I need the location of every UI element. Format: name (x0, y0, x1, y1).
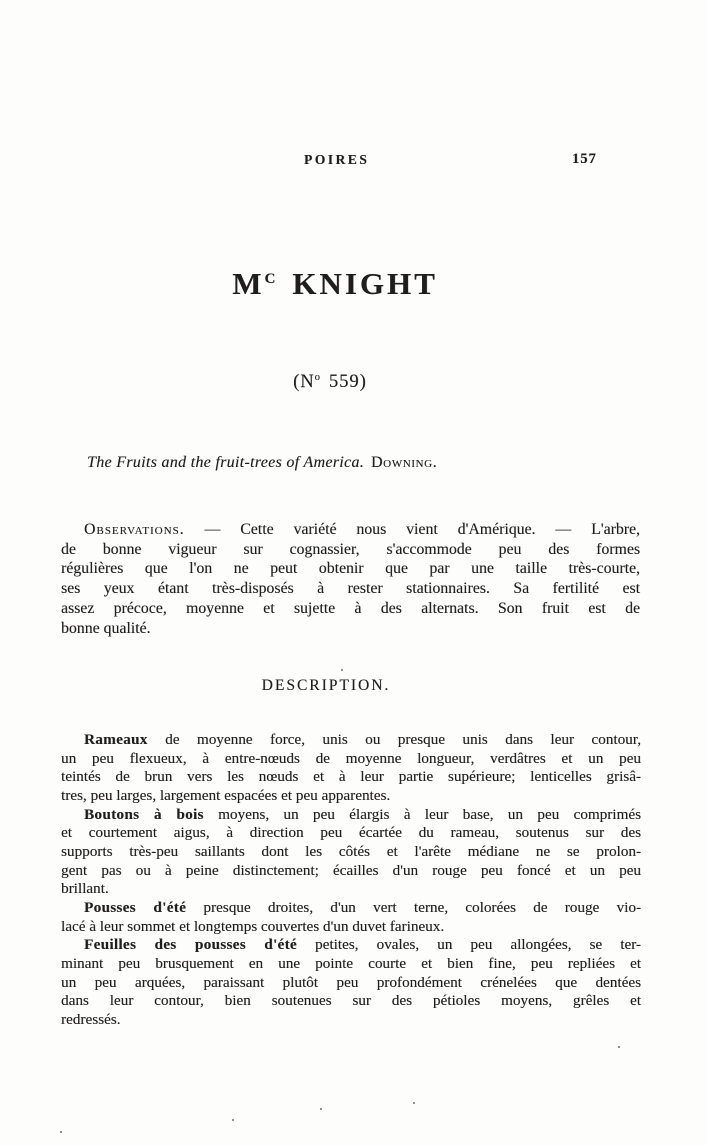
catalog-number (293, 372, 367, 393)
scan-speck (413, 1102, 415, 1104)
paragraph-lead: Observations. (84, 521, 185, 538)
text-line: un peu arquées, paraissant plutôt peu profondément crénelées que dentées (61, 973, 641, 991)
paragraph-pousses-d-ete (61, 899, 641, 936)
title-name: KNIGHT (292, 266, 438, 301)
description-heading: DESCRIPTION. (261, 677, 391, 694)
title-prefix: M (232, 266, 263, 301)
text-line: régulières que l'on ne peut obtenir que par une taille très-courte, (61, 560, 640, 578)
text-line: tres, peu larges, largement espacées et peu apparentes. (61, 786, 391, 804)
paragraph-rameaux (61, 731, 641, 806)
reference-work-title: The Fruits and the fruit-trees of America. (87, 454, 365, 471)
text-line: un peu flexueux, à entre-nœuds de moyenne longueur, verdâtres et un peu (61, 749, 641, 767)
paragraph-lead: Boutons à bois (84, 805, 204, 823)
text-line: teintés de brun vers les nœuds et à leur partie supérieure; lenticelles grisâ- (61, 768, 641, 786)
scan-speck (320, 1108, 322, 1110)
observations-paragraph (61, 520, 640, 638)
text-line: Pousses d'été presque droites, d'un vert terne, colorées de rouge vio- (84, 898, 641, 916)
bibliographic-reference (87, 454, 437, 472)
paragraph-lead: Rameaux (84, 731, 148, 748)
text-line: redressés. (61, 1010, 121, 1028)
variety-title (232, 266, 438, 302)
catalog-number-ordinal: o (314, 372, 321, 383)
text-line: ses yeux étant très-disposés à rester stationnaires. Sa fertilité est (61, 580, 640, 598)
scan-speck (341, 669, 343, 671)
paragraph-lead: Pousses d'été (84, 898, 187, 916)
title-superscript: C (264, 270, 276, 287)
scan-speck (618, 1046, 620, 1048)
text-line: Observations. — Cette variété nous vient d'Amérique. — L'arbre, (84, 521, 640, 538)
running-title: POIRES (304, 152, 370, 167)
scan-speck (60, 1131, 62, 1133)
text-line: gent pas ou à peine distinctement; écailles d'un rouge peu foncé et un peu (61, 861, 641, 879)
text-line: lacé à leur sommet et longtemps couvertes d'un duvet farineux. (61, 917, 445, 935)
text-line: dans leur contour, bien soutenues sur des pétioles moyens, grêles et (61, 992, 641, 1010)
description-section (61, 731, 641, 1030)
text-line: bonne qualité. (61, 619, 151, 637)
scan-speck (232, 1119, 234, 1121)
text-line: Feuilles des pousses d'été petites, ovales, un peu allongées, se ter- (84, 936, 641, 954)
text-line: Rameaux de moyenne force, unis ou presque unis dans leur contour, (84, 731, 641, 748)
text-line: assez précoce, moyenne et sujette à des alternats. Son fruit est de (61, 599, 640, 617)
text-line: de bonne vigueur sur cognassier, s'accommode peu des formes (61, 540, 640, 558)
text-line: supports très-peu saillants dont les côtés et l'arête médiane ne se prolon- (61, 842, 641, 860)
text-line: brillant. (61, 880, 109, 898)
reference-author: Downing. (371, 454, 438, 471)
catalog-number-value: 559) (328, 372, 367, 393)
paragraph-feuilles (61, 936, 641, 1029)
paragraph-lead: Feuilles des pousses d'été (84, 936, 297, 954)
catalog-number-open: (N (293, 372, 315, 393)
text-line: minant peu brusquement en une pointe courte et bien fine, peu repliées et (61, 954, 641, 972)
page-number: 157 (572, 151, 597, 167)
paragraph-boutons-a-bois (61, 806, 641, 899)
text-line: et courtement aigus, à direction peu écartée du rameau, soutenus sur des (61, 824, 641, 842)
text-line: Boutons à bois moyens, un peu élargis à leur base, un peu comprimés (84, 805, 641, 823)
